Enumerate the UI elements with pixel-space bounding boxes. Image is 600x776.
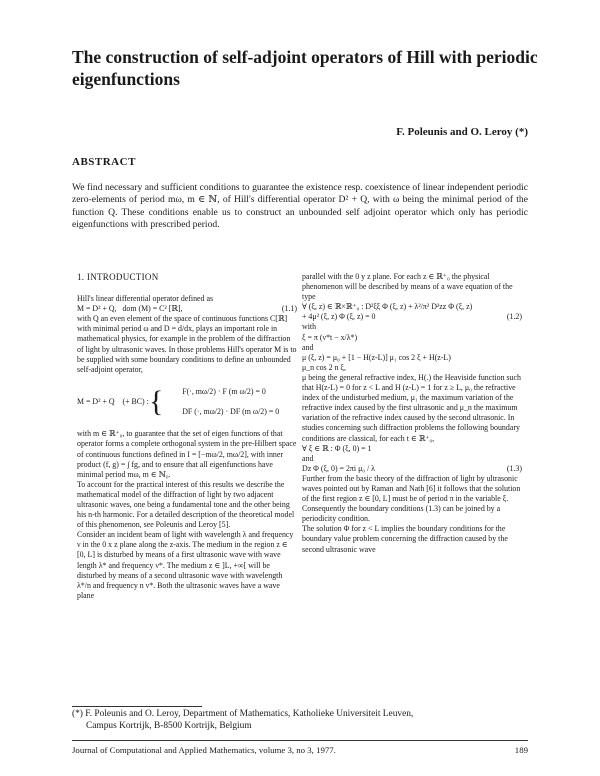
boundary-condition-2: Dz Φ (ξ, 0) = 2πi μ₀ / λ bbox=[302, 463, 376, 473]
intro-paragraph-2: with Q an even element of the space of continuous functions C[ℝ] with minimal period ω and D = d/dx, plays an important role in mathematical physics, for example in the problem of the diffraction of light by ultrasonic waves. In those problems Hill's operator M is to be supplied with some boundary conditions to define an unbounded self-adjoint operator, bbox=[77, 314, 297, 374]
and-text-1: and bbox=[302, 342, 314, 352]
right-column bbox=[302, 272, 522, 555]
right-paragraph-4: The solution Φ for z < L implies the boundary conditions for the boundary value problem concerning the diffraction caused by the second ultrasonic wave bbox=[302, 524, 508, 554]
journal-citation: Journal of Computational and Applied Mathematics, volume 3, no 3, 1977. bbox=[72, 745, 336, 755]
system-line-1: F(·, mω/2) · F (m ω/2) = 0 bbox=[182, 386, 266, 396]
equation-1-2-number: (1.2) bbox=[506, 312, 522, 322]
footnote-line-1: (*) F. Poleunis and O. Leroy, Department of Mathematics, Katholieke Universiteit Leuven, bbox=[72, 709, 414, 719]
operator-system-lines bbox=[166, 377, 279, 427]
mu-definition: μ (ξ, z) = μ₀ + [1 − H(z-L)] μ₁ cos 2 ξ + H(z-L) bbox=[302, 352, 451, 362]
left-column bbox=[77, 272, 297, 601]
system-brace: { bbox=[149, 385, 164, 419]
equation-1-2 bbox=[302, 312, 522, 322]
paper-title: The construction of self-adjoint operators of Hill with periodic eigenfunctions bbox=[72, 47, 538, 89]
right-paragraph-2: μ being the general refractive index, H(.) the Heaviside function such that H(z-L) = 0 for z < L and H (z-L) = 1 for z ≥ L, μ₀ the refractive index of the undisturbed medium, μ₁ the maximum variation of the refractive index caused by the first ultrasonic and μ_n the maximum variation of the refractive index caused by the second ultrasonic. In studies concerning such diffraction problems the following boundary conditions are classical, for each t ∈ ℝ⁺₀, bbox=[302, 372, 521, 443]
right-paragraph-3: Further from the basic theory of the diffraction of light by ultrasonic waves pointed out by Raman and Nath [6] it follows that the solution of the first region z ∈ [0, L] must be of period π in the variable ξ. Consequently the boundary conditions (1.3) can be joined by a periodicity condition. bbox=[302, 473, 521, 524]
footnote bbox=[72, 708, 532, 732]
with-text: with bbox=[302, 322, 317, 332]
equation-1-2-line-1: ∀ (ξ, z) ∈ ℝ×ℝ⁺₀ : D²ξξ Φ (ξ, z) + λ²/π² D²zz Φ (ξ, z) bbox=[302, 302, 473, 312]
abstract-text: We find necessary and sufficient conditions to guarantee the existence resp. coexistence of linear independent periodic zero-elements of period mω, m ∈ ℕ, of Hill's differential operator D² + Q, with ω being the minimal period of the function Q. These conditions enable us to construct an unbounded self adjoint operator which only has periodic eigenfunctions with prescribed period. bbox=[72, 182, 528, 231]
footnote-divider bbox=[72, 706, 202, 707]
right-paragraph-1: parallel with the 0 y z plane. For each z ∈ ℝ⁺₀ the physical phenomenon will be described by means of a wave equation of the type bbox=[302, 272, 513, 302]
section-heading-introduction: 1. INTRODUCTION bbox=[77, 272, 159, 282]
and-text-2: and bbox=[302, 453, 314, 463]
equation-1-3 bbox=[302, 464, 522, 474]
intro-paragraph-3: with m ∈ ℝ⁺₀, to guarantee that the set of eigen functions of that operator forms a complete orthogonal system in the pre-Hilbert space of continuous functions defined in I = [−mω/2, mω/2], with inner product (f, g) = ∫ fg, and to ensure that all eigenfunctions have minimal period mω, m ∈ ℕ₀. bbox=[77, 429, 297, 479]
equation-1-3-number: (1.3) bbox=[506, 463, 522, 473]
mu-definition-cont: μ_n cos 2 n ξ, bbox=[302, 362, 346, 372]
footer-divider bbox=[72, 740, 528, 741]
equation-1-2-line-2: + 4μ² (ξ, z) Φ (ξ, z) = 0 bbox=[302, 312, 376, 322]
footnote-line-2: Campus Kortrijk, B-8500 Kortrijk, Belgium bbox=[86, 721, 252, 731]
authors: F. Poleunis and O. Leroy (*) bbox=[396, 126, 528, 138]
xi-definition: ξ = π (ν*t − x/λ*) bbox=[302, 332, 358, 342]
equation-1-1 bbox=[77, 304, 297, 314]
abstract-heading: ABSTRACT bbox=[72, 156, 136, 168]
page-number: 189 bbox=[514, 745, 528, 755]
intro-paragraph-1: Hill's linear differential operator defined as bbox=[77, 294, 214, 304]
boundary-condition-1: ∀ ξ ∈ ℝ : Φ (ξ, 0) = 1 bbox=[302, 443, 372, 453]
equation-1-1-number: (1.1) bbox=[281, 304, 297, 314]
operator-system bbox=[77, 377, 297, 427]
operator-system-lhs: M = D² + Q (+ BC) : bbox=[77, 397, 149, 407]
intro-paragraph-4: To account for the practical interest of this results we describe the mathematical model of the diffraction of light by two adjacent ultrasonic waves, one being a fundamental tone and the other being his n-th harmonic. For a detailed description of the theoretical model of this phenomenon, see Poleunis and Leroy [5]. bbox=[77, 479, 295, 530]
system-line-2: DF (·, mω/2) · DF (m ω/2) = 0 bbox=[182, 407, 280, 417]
intro-paragraph-5: Consider an incident beam of light with wavelength λ and frequency ν in the 0 x z plane along the z-axis. The medium in the region z ∈ [0, L] is disturbed by means of a first ultrasonic wave with wave length λ* and frequency ν*. The medium z ∈ ]L, +∞[ will be disturbed by means of a second ultrasonic wave with wavelength λ*/n and frequency n ν*. Both the ultrasonic waves have a wave plane bbox=[77, 530, 294, 600]
equation-1-1-body: M = D² + Q, dom (M) = C² [ℝ], bbox=[77, 304, 183, 314]
